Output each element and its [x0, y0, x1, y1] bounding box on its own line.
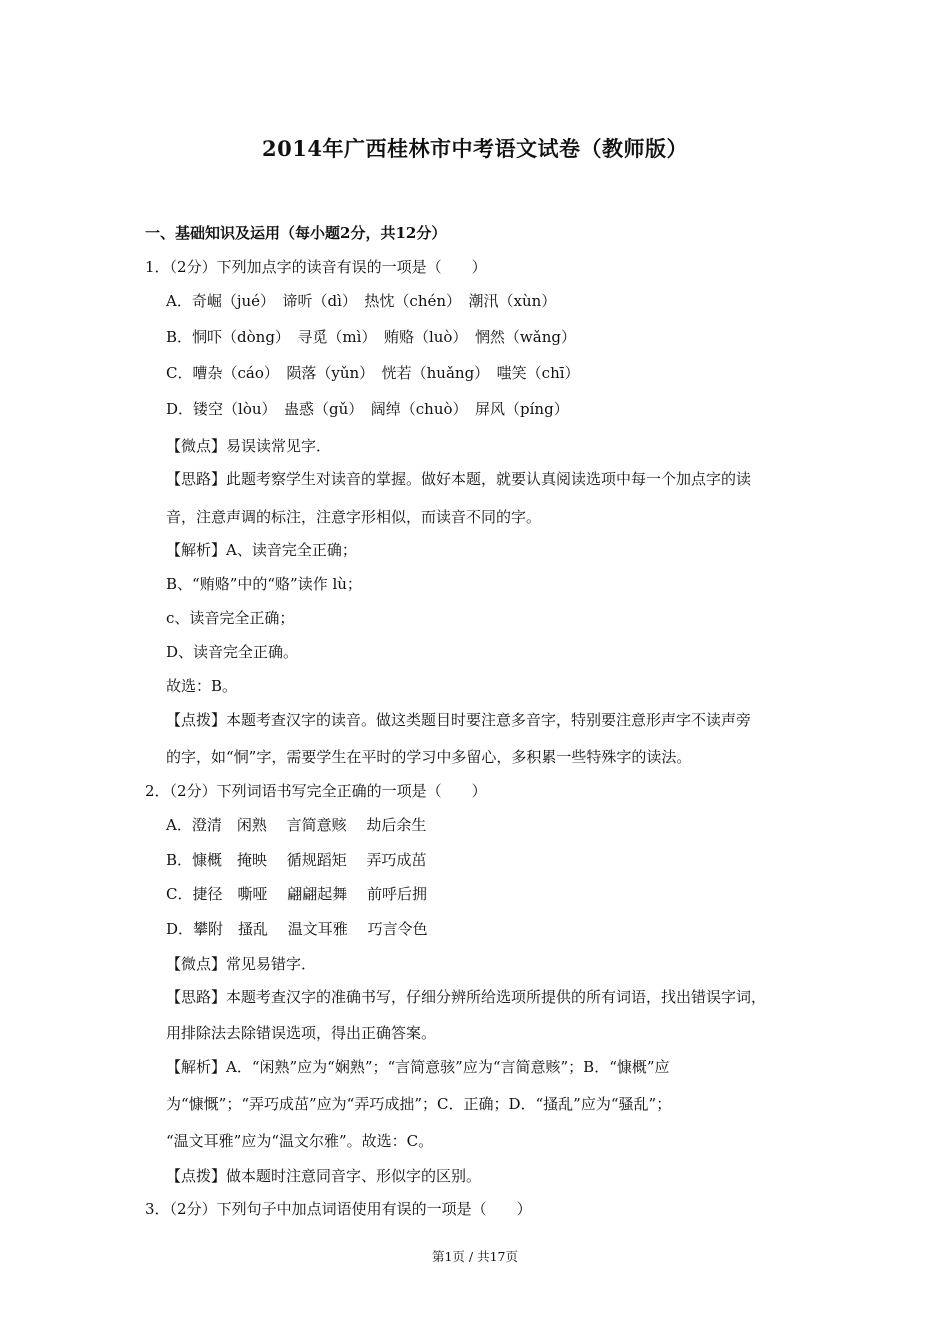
- question-2-dianbo: 【点拨】做本题时注意同音字、形似字的区别。: [166, 1167, 482, 1185]
- question-2-option-d: D．攀附 搔乱 温文耳雅 巧言令色: [166, 920, 428, 938]
- question-2-silu-line1: 【思路】本题考查汉字的准确书写，仔细分辨所给选项所提供的所有词语，找出错误字词，: [166, 988, 767, 1006]
- question-1-dianbo-line1: 【点拨】本题考查汉字的读音。做这类题目时要注意多音字，特别要注意形声字不读声旁: [166, 711, 752, 729]
- question-1-jiexi-line2: B、“贿赂”中的“赂”读作 lù；: [166, 575, 362, 593]
- question-2-stem: 2．（2分）下列词语书写完全正确的一项是（ ）: [145, 782, 487, 800]
- section-heading: 一、基础知识及运用（每小题2分，共12分）: [145, 224, 447, 242]
- question-1-silu-line1: 【思路】此题考察学生对读音的掌握。做好本题，就要认真阅读选项中每一个加点字的读: [166, 470, 752, 488]
- question-1-silu-line2: 音，注意声调的标注，注意字形相似，而读音不同的字。: [166, 508, 542, 526]
- question-1-stem: 1．（2分）下列加点字的读音有误的一项是（ ）: [145, 258, 487, 276]
- question-2-jiexi-line1: 【解析】A．“闲熟”应为“娴熟”；“言简意骇”应为“言简意赅”；B．“慷概”应: [166, 1058, 670, 1076]
- question-2-silu-line2: 用排除法去除错误选项，得出正确答案。: [166, 1024, 437, 1042]
- question-1-option-c: C．嘈杂（cáo） 陨落（yǔn） 恍若（huǎng） 嗤笑（chī）: [166, 364, 580, 382]
- question-1-option-d: D．镂空（lòu） 蛊惑（gǔ） 阔绰（chuò） 屏风（píng）: [166, 400, 569, 418]
- question-1-option-b: B．恫吓（dòng） 寻觅（mì） 贿赂（luò） 惘然（wǎng）: [166, 328, 576, 346]
- question-1-dianbo-line2: 的字，如“恫”字，需要学生在平时的学习中多留心，多积累一些特殊字的读法。: [166, 748, 692, 766]
- question-1-answer: 故选：B。: [166, 677, 238, 695]
- question-1-jiexi-line4: D、读音完全正确。: [166, 643, 299, 661]
- question-2-option-c: C．捷径 嘶哑 翩翩起舞 前呼后拥: [166, 885, 428, 903]
- question-2-option-a: A．澄清 闲熟 言简意赅 劫后余生: [166, 816, 427, 834]
- question-1-weidian: 【微点】易误读常见字．: [166, 437, 332, 455]
- question-2-jiexi-line3: “温文耳雅”应为“温文尔雅”。故选：C。: [166, 1132, 434, 1150]
- question-2-option-b: B．慷概 掩映 循规蹈矩 弄巧成茁: [166, 851, 427, 869]
- question-3-stem: 3．（2分）下列句子中加点词语使用有误的一项是（ ）: [145, 1200, 532, 1218]
- question-1-jiexi-line3: c、读音完全正确；: [166, 609, 295, 627]
- page-footer: 第1页 / 共17页: [431, 1249, 519, 1264]
- question-2-jiexi-line2: 为“慷慨”；“弄巧成茁”应为“弄巧成拙”；C．正确；D．“搔乱”应为“骚乱”；: [166, 1095, 672, 1113]
- question-2-weidian: 【微点】常见易错字．: [166, 955, 317, 973]
- question-1-option-a: A．奇崛（jué） 谛听（dì） 热忱（chén） 潮汛（xùn）: [166, 292, 557, 310]
- page-title: 2014年广西桂林市中考语文试卷（教师版）: [262, 136, 688, 161]
- question-1-jiexi-line1: 【解析】A、读音完全正确；: [166, 541, 357, 559]
